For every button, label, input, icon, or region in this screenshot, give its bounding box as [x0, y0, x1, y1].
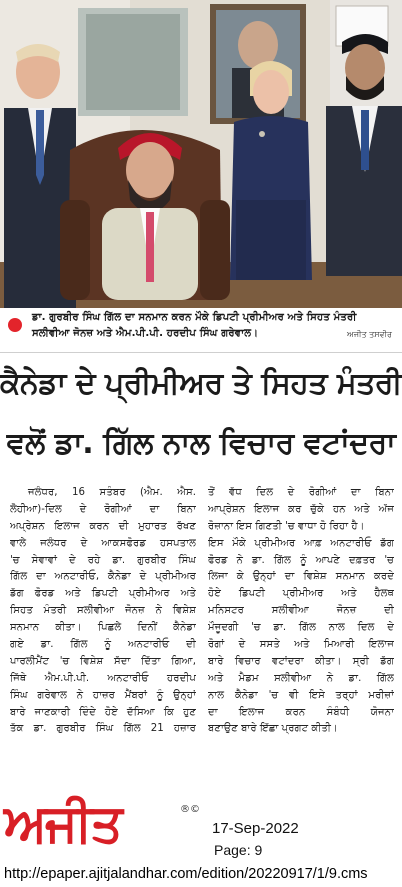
article-line: ਰੋਜ਼ਾਨਾ ਇਸ ਗਿਣਤੀ 'ਚ ਵਾਧਾ ਹੋ ਰਿਹਾ ਹੈ।: [208, 520, 365, 532]
edition-date: 17-Sep-2022: [212, 820, 299, 837]
article-line: ਆਪ੍ਰੇਸ਼ਨ ਇਲਾਜ ਕਰ ਚੁੱਕੇ ਹਨ ਅਤੇ ਅੱਜ: [208, 503, 394, 515]
article-line: ਤੱਕ ਡਾ. ਗੁਰਬੀਰ ਸਿੰਘ ਗਿੱਲ 21 ਹਜ਼ਾਰ: [10, 723, 196, 735]
article-line: ਲਿਜਾ ਕੇ ਉਨ੍ਹਾਂ ਦਾ ਵਿਸ਼ੇਸ਼ ਸਨਮਾਨ ਕਰਦੇ: [208, 571, 394, 583]
headline: [0, 356, 402, 480]
article-line: ਅਤੇ ਮੈਡਮ ਸਲੀਵੀਆ ਨੇ ਡਾ. ਗਿੱਲ: [208, 672, 394, 684]
article-line: ਅਪ੍ਰੇਸ਼ਨ ਇਲਾਜ ਕਰਨ ਦੀ ਮੁਹਾਰਤ ਰੱਖਣ: [10, 520, 196, 532]
photo-credit: ਅਜੀਤ ਤਸਵੀਰ: [347, 330, 392, 339]
article-body: [10, 485, 394, 775]
article-line: ਗਿੱਲ ਦਾ ਅਨਟਾਰੀਓ, ਕੈਨੇਡਾ ਦੇ ਪ੍ਰੀਮੀਅਰ: [10, 571, 196, 583]
article-line: ਸਨਮਾਨ ਕੀਤਾ। ਪਿਛਲੇ ਦਿਨੀਂ ਕੈਨੇਡਾ: [10, 622, 196, 634]
article-line: ਨਾਲ ਕੈਨੇਡਾ 'ਚ ਵੀ ਇਸੇ ਤਰ੍ਹਾਂ ਮਰੀਜ਼ਾਂ: [208, 689, 394, 701]
article-line: ਜਲੰਧਰ, 16 ਸਤੰਬਰ (ਐਮ. ਐਸ.: [28, 487, 196, 498]
photo-caption: [0, 308, 402, 353]
caption-line-1: ਡਾ. ਗੁਰਬੀਰ ਸਿੰਘ ਗਿੱਲ ਦਾ ਸਨਮਾਨ ਕਰਨ ਮੌਕੇ ਡਿਪਟੀ ਪ੍ਰੀਮੀਅਰ ਅਤੇ ਸਿਹਤ ਮੰਤਰੀ: [32, 312, 357, 323]
news-photo: [0, 0, 402, 308]
article-line: ਬਣਾਉਣ ਬਾਰੇ ਇੱਛਾ ਪ੍ਰਗਟ ਕੀਤੀ।: [208, 723, 338, 735]
article-line: ਮਨਿਸਟਰ ਸਲੀਵੀਆ ਜੋਨਜ਼ ਦੀ: [208, 605, 394, 617]
article-line: ਸਿਹਤ ਮੰਤਰੀ ਸਲੀਵੀਆ ਜੋਨਜ਼ ਨੇ ਵਿਸ਼ੇਸ਼: [10, 605, 196, 617]
article-line: ਬਾਰੇ ਜਾਣਕਾਰੀ ਦਿੰਦੇ ਹੋਏ ਦੱਸਿਆ ਕਿ ਹੁਣ: [10, 706, 196, 718]
article-line: ਹੋਏ ਡਿਪਟੀ ਪ੍ਰੀਮੀਅਰ ਅਤੇ ਹੈਲਥ: [208, 588, 394, 600]
article-line: ਮੌਜੂਦਗੀ 'ਚ ਡਾ. ਗਿੱਲ ਨਾਲ ਦਿਲ ਦੇ: [208, 622, 394, 634]
logo-registered-mark: ®©: [180, 804, 200, 815]
page-number: Page: 9: [214, 842, 263, 858]
article-column-right: [208, 485, 394, 738]
logo-wordmark: ਅਜੀਤ: [4, 792, 121, 854]
headline-line-1: ਕੈਨੇਡਾ ਦੇ ਪ੍ਰੀਮੀਅਰ ਤੇ ਸਿਹਤ ਮੰਤਰੀ: [0, 366, 402, 401]
caption-line-2: ਸਲੀਵੀਆ ਜੋਨਜ਼ ਅਤੇ ਐਮ.ਪੀ.ਪੀ. ਹਰਦੀਪ ਸਿੰਘ ਗਰੇਵਾਲ।: [32, 328, 259, 339]
source-url[interactable]: http://epaper.ajitjalandhar.com/edition/20220917/1/9.cms: [4, 866, 368, 882]
article-line: ਤੋਂ ਵੱਧ ਦਿਲ ਦੇ ਰੋਗੀਆਂ ਦਾ ਬਿਨਾ: [208, 487, 394, 498]
article-line: ਡੱਗ ਫੋਰਡ ਅਤੇ ਡਿਪਟੀ ਪ੍ਰੀਮੀਅਰ ਅਤੇ: [10, 588, 196, 600]
article-line: ਗਏ ਡਾ. ਗਿੱਲ ਨੂੰ ਅਨਟਾਰੀਓ ਦੀ: [10, 639, 196, 651]
article-line: ਇਸ ਮੌਕੇ ਪ੍ਰੀਮੀਅਰ ਆਫ਼ ਅਨਟਾਰੀਓ ਡੱਗ: [208, 537, 394, 549]
article-line: ਸਿੰਘ ਗਰੇਵਾਲ ਨੇ ਹਾਜ਼ਰ ਮੈਂਬਰਾਂ ਨੂੰ ਉਨ੍ਹਾਂ: [10, 689, 196, 701]
article-line: ਦਾ ਇਲਾਜ ਕਰਨ ਸੰਬੰਧੀ ਯੋਜਨਾ: [208, 706, 394, 718]
newspaper-logo: [0, 792, 210, 860]
article-line: ਲੋਹੀਆ)-ਦਿਲ ਦੇ ਰੋਗੀਆਂ ਦਾ ਬਿਨਾ: [10, 503, 196, 515]
article-line: ਪਾਰਲੀਮੈਂਟ 'ਚ ਵਿਸ਼ੇਸ਼ ਸੱਦਾ ਦਿੱਤਾ ਗਿਆ,: [10, 655, 196, 667]
headline-line-2: ਵਲੋਂ ਡਾ. ਗਿੱਲ ਨਾਲ ਵਿਚਾਰ ਵਟਾਂਦਰਾ: [6, 426, 396, 461]
article-line: ਫੋਰਡ ਨੇ ਡਾ. ਗਿੱਲ ਨੂੰ ਆਪਣੇ ਦਫ਼ਤਰ 'ਚ: [208, 554, 394, 566]
article-line: ਜਿੱਥੇ ਐਮ.ਪੀ.ਪੀ. ਅਨਟਾਰੀਓ ਹਰਦੀਪ: [10, 672, 196, 684]
caption-bullet-icon: [8, 318, 22, 332]
article-line: ਬਾਰੇ ਵਿਚਾਰ ਵਟਾਂਦਰਾ ਕੀਤਾ। ਸ੍ਰੀ ਡੱਗ: [208, 655, 394, 667]
article-column-left: [10, 485, 196, 738]
article-line: ਵਾਲੇ ਜਲੰਧਰ ਦੇ ਆਕਸਫੋਰਡ ਹਸਪਤਾਲ: [10, 537, 196, 549]
article-line: ਰੋਗਾਂ ਦੇ ਸਸਤੇ ਅਤੇ ਮਿਆਰੀ ਇਲਾਜ: [208, 639, 394, 651]
article-line: 'ਚ ਸੇਵਾਵਾਂ ਦੇ ਰਹੇ ਡਾ. ਗੁਰਬੀਰ ਸਿੰਘ: [10, 554, 196, 566]
